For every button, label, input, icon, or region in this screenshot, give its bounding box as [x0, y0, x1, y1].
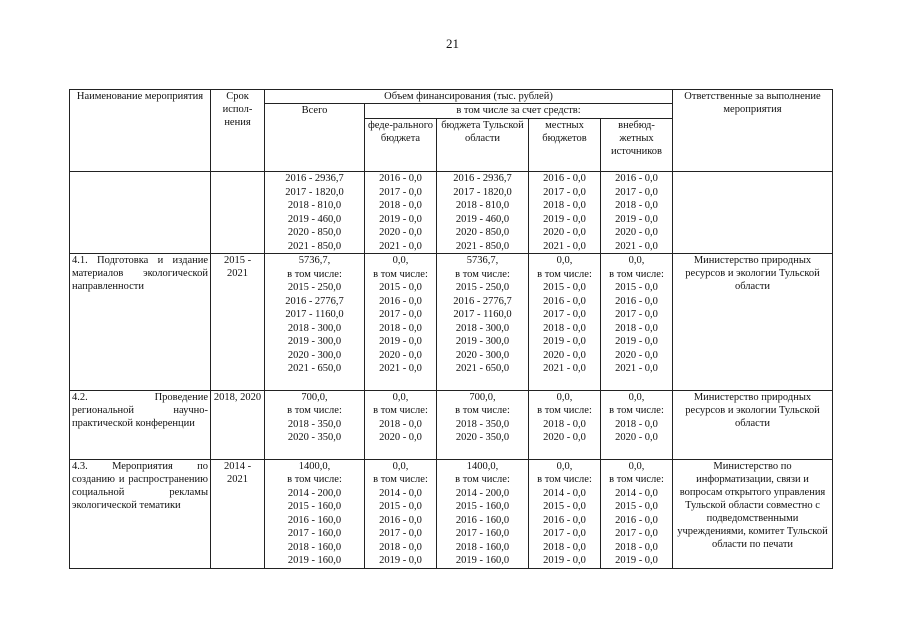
amount-line: 2021 - 0,0: [379, 363, 422, 374]
amount-line: 1400,0,: [466, 460, 499, 472]
amount-line: 2018 - 0,0: [615, 541, 658, 553]
table-row: [70, 459, 833, 568]
amount-line: 2014 - 200,0: [455, 487, 510, 499]
amount-extra: [601, 254, 673, 391]
header-volume: Объем финансирования (тыс. рублей): [265, 90, 673, 104]
activity-term: [211, 172, 265, 254]
amount-line: 2017 - 160,0: [287, 528, 342, 539]
amount-line: 2020 - 0,0: [543, 432, 586, 443]
amount-line: 2016 - 0,0: [615, 514, 658, 526]
amount-line: 700,0,: [469, 391, 496, 403]
amount-line: 0,0,: [628, 460, 645, 472]
header-local: местных бюджетов: [529, 119, 601, 172]
amount-line: 2014 - 0,0: [615, 487, 658, 499]
amount-extra: [601, 390, 673, 459]
amount-line: 2020 - 0,0: [615, 432, 658, 443]
amount-line: 2017 - 1160,0: [285, 309, 344, 320]
amount-line: 2016 - 0,0: [543, 295, 586, 307]
amount-line: 0,0,: [392, 255, 409, 266]
activity-name: 4.1. Подготовка и издание материалов экологической направленности: [70, 254, 211, 391]
header-federal: феде-рального бюджета: [365, 119, 437, 172]
activity-term: 2018, 2020: [211, 390, 265, 459]
amount-line: 0,0,: [628, 255, 645, 266]
amount-line: 0,0,: [628, 391, 645, 403]
amount-line: 0,0,: [556, 255, 573, 266]
amount-line: 2018 - 0,0: [615, 418, 658, 430]
amount-line: 2019 - 0,0: [379, 336, 422, 347]
amount-line: 2018 - 160,0: [287, 541, 342, 553]
amount-line: 2014 - 0,0: [543, 487, 586, 499]
amount-extra: [601, 172, 673, 254]
amount-line: 2016 - 2776,7: [453, 295, 512, 307]
amount-line: 2020 - 850,0: [287, 227, 342, 238]
amount-line: 2016 - 0,0: [379, 514, 422, 526]
amount-line: 2017 - 0,0: [379, 528, 422, 539]
amount-line: в том числе:: [287, 474, 342, 485]
amount-line: 2017 - 0,0: [543, 309, 586, 320]
amount-tula: [437, 459, 529, 568]
amount-line: 2015 - 250,0: [455, 282, 510, 293]
amount-line: 2020 - 350,0: [287, 432, 342, 443]
amount-local: [529, 459, 601, 568]
amount-tula: [437, 390, 529, 459]
activity-term: 2014 - 2021: [211, 459, 265, 568]
amount-line: 2017 - 0,0: [379, 186, 422, 198]
amount-line: 2016 - 2776,7: [285, 295, 344, 307]
amount-line: 2017 - 0,0: [543, 186, 586, 198]
amount-line: 0,0,: [392, 460, 409, 472]
header-extra: внебюд-жетных источников: [601, 119, 673, 172]
amount-line: 2016 - 0,0: [615, 173, 658, 184]
amount-line: 2016 - 0,0: [543, 173, 586, 184]
amount-line: 2020 - 0,0: [543, 227, 586, 238]
amount-total: [265, 390, 365, 459]
amount-line: 2019 - 460,0: [287, 213, 342, 225]
amount-line: в том числе:: [537, 474, 592, 485]
amount-line: в том числе:: [455, 405, 510, 416]
amount-line: 2020 - 0,0: [615, 349, 658, 361]
header-total: Всего: [265, 104, 365, 172]
financing-table: [69, 89, 833, 569]
amount-line: 2020 - 0,0: [615, 227, 658, 238]
amount-line: 2017 - 1820,0: [285, 186, 344, 198]
header-tula: бюджета Тульской области: [437, 119, 529, 172]
amount-line: в том числе:: [373, 405, 428, 416]
amount-line: 2017 - 0,0: [379, 309, 422, 320]
amount-line: 2021 - 0,0: [379, 240, 422, 252]
activity-name: 4.2. Проведение региональной научно-практической конференции: [70, 390, 211, 459]
amount-line: 2015 - 0,0: [615, 501, 658, 512]
amount-line: 2017 - 0,0: [543, 528, 586, 539]
responsible: Министерство природных ресурсов и экологии Тульской области: [673, 254, 833, 391]
amount-line: 2021 - 650,0: [455, 363, 510, 374]
table-row: [70, 254, 833, 391]
amount-line: 2018 - 0,0: [615, 322, 658, 334]
amount-line: 2019 - 0,0: [615, 336, 658, 347]
amount-line: 2017 - 1160,0: [453, 309, 512, 320]
amount-tula: [437, 172, 529, 254]
amount-line: 2019 - 0,0: [379, 555, 422, 566]
amount-line: 2021 - 0,0: [615, 240, 658, 252]
amount-line: 2018 - 0,0: [379, 200, 422, 211]
amount-line: 2019 - 0,0: [543, 336, 586, 347]
amount-line: 2019 - 300,0: [455, 336, 510, 347]
amount-line: в том числе:: [609, 268, 664, 280]
amount-line: 2017 - 0,0: [615, 528, 658, 539]
amount-line: 2018 - 0,0: [379, 541, 422, 553]
amount-line: 2016 - 0,0: [379, 173, 422, 184]
amount-line: 2014 - 200,0: [287, 487, 342, 499]
amount-line: 2015 - 160,0: [287, 501, 342, 512]
amount-line: 0,0,: [556, 460, 573, 472]
amount-line: 2016 - 160,0: [455, 514, 510, 526]
amount-line: 2016 - 2936,7: [285, 173, 344, 184]
amount-line: 2017 - 1820,0: [453, 186, 512, 198]
header-row-1: [70, 90, 833, 104]
amount-federal: [365, 459, 437, 568]
amount-line: 2015 - 160,0: [455, 501, 510, 512]
amount-line: 2019 - 0,0: [543, 555, 586, 566]
amount-line: 2021 - 850,0: [287, 240, 342, 252]
amount-line: 2018 - 0,0: [615, 200, 658, 211]
amount-line: 2016 - 0,0: [379, 295, 422, 307]
amount-line: в том числе:: [455, 268, 510, 280]
amount-extra: [601, 459, 673, 568]
activity-name: 4.3. Мероприятия по созданию и распространению социальной рекламы экологической тематики: [70, 459, 211, 568]
amount-line: 2018 - 300,0: [455, 322, 510, 334]
amount-line: 2020 - 0,0: [379, 432, 422, 443]
amount-line: 2019 - 0,0: [543, 213, 586, 225]
amount-line: 2016 - 2936,7: [453, 173, 512, 184]
amount-line: 2020 - 850,0: [455, 227, 510, 238]
amount-line: 2018 - 350,0: [287, 418, 342, 430]
amount-line: 2018 - 300,0: [287, 322, 342, 334]
amount-line: 2015 - 0,0: [379, 282, 422, 293]
amount-line: 2018 - 350,0: [455, 418, 510, 430]
amount-line: в том числе:: [287, 405, 342, 416]
amount-line: 2016 - 0,0: [543, 514, 586, 526]
amount-line: 2020 - 0,0: [543, 349, 586, 361]
amount-line: в том числе:: [455, 474, 510, 485]
amount-line: 2019 - 0,0: [615, 555, 658, 566]
amount-total: [265, 172, 365, 254]
amount-line: 1400,0,: [298, 460, 331, 472]
activity-term: 2015 - 2021: [211, 254, 265, 391]
responsible: [673, 172, 833, 254]
amount-local: [529, 254, 601, 391]
amount-line: 2021 - 0,0: [543, 240, 586, 252]
header-incl: в том числе за счет средств:: [365, 104, 673, 119]
amount-line: 5736,7,: [466, 255, 499, 266]
amount-line: 2020 - 300,0: [287, 349, 342, 361]
amount-line: 2017 - 0,0: [615, 309, 658, 320]
amount-line: 2019 - 460,0: [455, 213, 510, 225]
page-number: 21: [446, 36, 459, 51]
amount-line: 2020 - 350,0: [455, 432, 510, 443]
amount-line: 2015 - 250,0: [287, 282, 342, 293]
amount-total: [265, 254, 365, 391]
amount-line: 2018 - 0,0: [543, 322, 586, 334]
amount-line: 2019 - 160,0: [287, 555, 342, 566]
amount-line: 2015 - 0,0: [615, 282, 658, 293]
amount-federal: [365, 254, 437, 391]
amount-line: 2015 - 0,0: [543, 282, 586, 293]
responsible: Министерство природных ресурсов и экологии Тульской области: [673, 390, 833, 459]
amount-line: 2018 - 0,0: [379, 418, 422, 430]
activity-name: [70, 172, 211, 254]
amount-line: 2015 - 0,0: [543, 501, 586, 512]
header-term: Срок испол-нения: [211, 90, 265, 172]
header-name: Наименование мероприятия: [70, 90, 211, 172]
amount-line: 2014 - 0,0: [379, 487, 422, 499]
amount-line: в том числе:: [609, 474, 664, 485]
amount-line: 2018 - 160,0: [455, 541, 510, 553]
amount-federal: [365, 390, 437, 459]
amount-local: [529, 390, 601, 459]
amount-line: 2020 - 0,0: [379, 349, 422, 361]
amount-line: в том числе:: [537, 268, 592, 280]
amount-tula: [437, 254, 529, 391]
amount-federal: [365, 172, 437, 254]
amount-total: [265, 459, 365, 568]
amount-line: в том числе:: [287, 268, 342, 280]
amount-line: 2019 - 0,0: [379, 213, 422, 225]
header-responsible: Ответственные за выполнение мероприятия: [673, 90, 833, 172]
amount-line: 2019 - 160,0: [455, 555, 510, 566]
amount-line: 2021 - 0,0: [543, 363, 586, 374]
amount-line: в том числе:: [373, 474, 428, 485]
amount-line: 2017 - 160,0: [455, 528, 510, 539]
amount-line: 2021 - 850,0: [455, 240, 510, 252]
amount-line: в том числе:: [537, 405, 592, 416]
amount-line: 2020 - 0,0: [379, 227, 422, 238]
amount-line: 2016 - 160,0: [287, 514, 342, 526]
amount-line: 2018 - 0,0: [543, 541, 586, 553]
amount-line: 2015 - 0,0: [379, 501, 422, 512]
amount-line: 2019 - 300,0: [287, 336, 342, 347]
amount-line: 2021 - 650,0: [287, 363, 342, 374]
amount-line: 5736,7,: [298, 255, 331, 266]
amount-line: 2016 - 0,0: [615, 295, 658, 307]
amount-local: [529, 172, 601, 254]
amount-line: в том числе:: [373, 268, 428, 280]
amount-line: 0,0,: [392, 391, 409, 403]
amount-line: 700,0,: [301, 391, 328, 403]
amount-line: 2018 - 0,0: [543, 418, 586, 430]
amount-line: 0,0,: [556, 391, 573, 403]
responsible: Министерство по информатизации, связи и вопросам открытого управления Тульской области совместно с подведомственными учреждениями, комитет Тульской области по печати: [673, 459, 833, 568]
amount-line: 2018 - 0,0: [543, 200, 586, 211]
amount-line: в том числе:: [609, 405, 664, 416]
amount-line: 2018 - 810,0: [287, 200, 342, 211]
amount-line: 2017 - 0,0: [615, 186, 658, 198]
table-row: [70, 390, 833, 459]
table-row: [70, 172, 833, 254]
amount-line: 2018 - 810,0: [455, 200, 510, 211]
amount-line: 2019 - 0,0: [615, 213, 658, 225]
amount-line: 2021 - 0,0: [615, 363, 658, 374]
amount-line: 2018 - 0,0: [379, 322, 422, 334]
amount-line: 2020 - 300,0: [455, 349, 510, 361]
